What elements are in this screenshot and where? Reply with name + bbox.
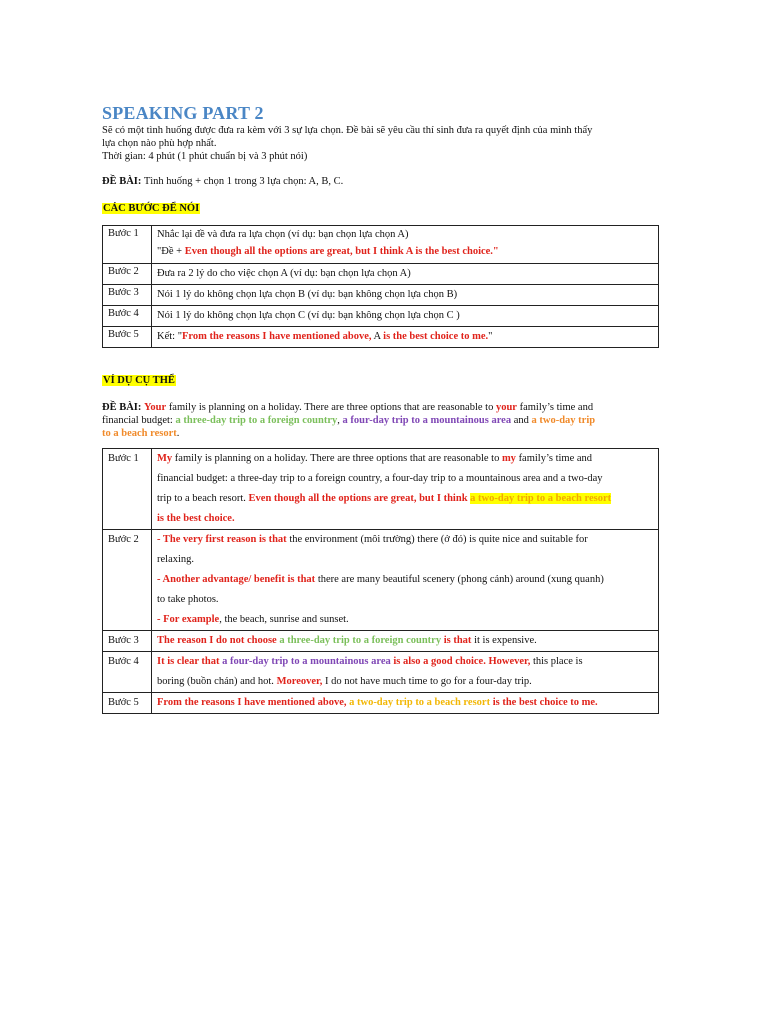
step-content: Nói 1 lý do không chọn lựa chọn C (ví dụ: bạn không chọn lựa chọn C ) [152, 306, 659, 327]
steps-table [102, 225, 659, 348]
step-content [152, 226, 659, 264]
step-content: It is clear that a four-day trip to a mountainous area is also a good choice. However, this place is boring (buồn chán) and hot. Moreover, I do not have much time to go for a four-day trip. [152, 652, 659, 693]
section-heading-steps: CÁC BƯỚC ĐỂ NÓI [103, 203, 200, 214]
step-content: Nói 1 lý do không chọn lựa chọn B (ví dụ: bạn không chọn lựa chọn B) [152, 285, 659, 306]
task-text: Tình huống + chọn 1 trong 3 lựa chọn: A, B, C. [141, 176, 344, 187]
step-content: Đưa ra 2 lý do cho việc chọn A (ví dụ: bạn chọn lựa chọn A) [152, 264, 659, 285]
table-row [103, 652, 659, 693]
step-1-line-1: Nhắc lại đề và đưa ra lựa chọn (ví dụ: bạn chọn lựa chọn A) [157, 229, 409, 240]
step-label: Bước 3 [103, 285, 152, 306]
table-row [103, 285, 659, 306]
example-prompt: ĐỀ BÀI: Your family is planning on a holiday. There are three options that are reasonable to your family’s time and financial budget: a three-day trip to a foreign country, a four-day trip to a mountainous area and a two-day trip to a beach resort. [102, 402, 596, 439]
step-content: From the reasons I have mentioned above, a two-day trip to a beach resort is the best choice to me. [152, 693, 659, 714]
table-row [103, 631, 659, 652]
step-label: Bước 5 [103, 327, 152, 348]
example-table [102, 448, 659, 714]
table-row [103, 264, 659, 285]
step-label: Bước 4 [103, 306, 152, 327]
step-content: My family is planning on a holiday. There are three options that are reasonable to my family’s time and financial budget: a three-day trip to a foreign country, a four-day trip to a mountainous area and a two-day trip to a beach resort. Even though all the options are great, but I think a two-day trip to a beach resort is the best choice. [152, 449, 659, 530]
step-label: Bước 1 [103, 226, 152, 264]
task-description [102, 175, 658, 188]
step-label: Bước 4 [103, 652, 152, 693]
step-label: Bước 2 [103, 530, 152, 631]
page-title: SPEAKING PART 2 [102, 103, 264, 123]
step-label: Bước 3 [103, 631, 152, 652]
step-content: - The very first reason is that the environment (môi trường) there (ở đó) is quite nice and suitable for relaxing. - Another advantage/ benefit is that there are many beautiful scenery (phong cảnh) around (xung quanh) to take photos. - For example, the beach, sunrise and sunset. [152, 530, 659, 631]
step-1-line-2: "Đề + Even though all the options are great, but I think A is the best choice." [157, 246, 499, 257]
section-heading-example: VÍ DỤ CỤ THỂ [103, 375, 175, 386]
step-content: Kết: "From the reasons I have mentioned above, A is the best choice to me." [152, 327, 659, 348]
step-label: Bước 5 [103, 693, 152, 714]
table-row [103, 530, 659, 631]
document-page [102, 102, 658, 714]
step-label: Bước 2 [103, 264, 152, 285]
step-content: The reason I do not choose a three-day trip to a foreign country is that it is expensive. [152, 631, 659, 652]
intro-paragraph [102, 124, 658, 163]
table-row [103, 226, 659, 264]
step-label: Bước 1 [103, 449, 152, 530]
intro-line-3: Thời gian: 4 phút (1 phút chuẩn bị và 3 phút nói) [102, 151, 308, 162]
highlighted-choice: a two-day trip to a beach resort [470, 493, 612, 504]
table-row [103, 327, 659, 348]
task-label: ĐỀ BÀI: [102, 176, 142, 187]
intro-line-2: lựa chọn nào phù hợp nhất. [102, 138, 217, 149]
intro-line-1: Sẽ có một tình huống được đưa ra kèm với 3 sự lựa chọn. Đề bài sẽ yêu cầu thí sinh đưa ra quyết định của mình thấy [102, 125, 593, 136]
table-row [103, 693, 659, 714]
table-row [103, 306, 659, 327]
table-row [103, 449, 659, 530]
